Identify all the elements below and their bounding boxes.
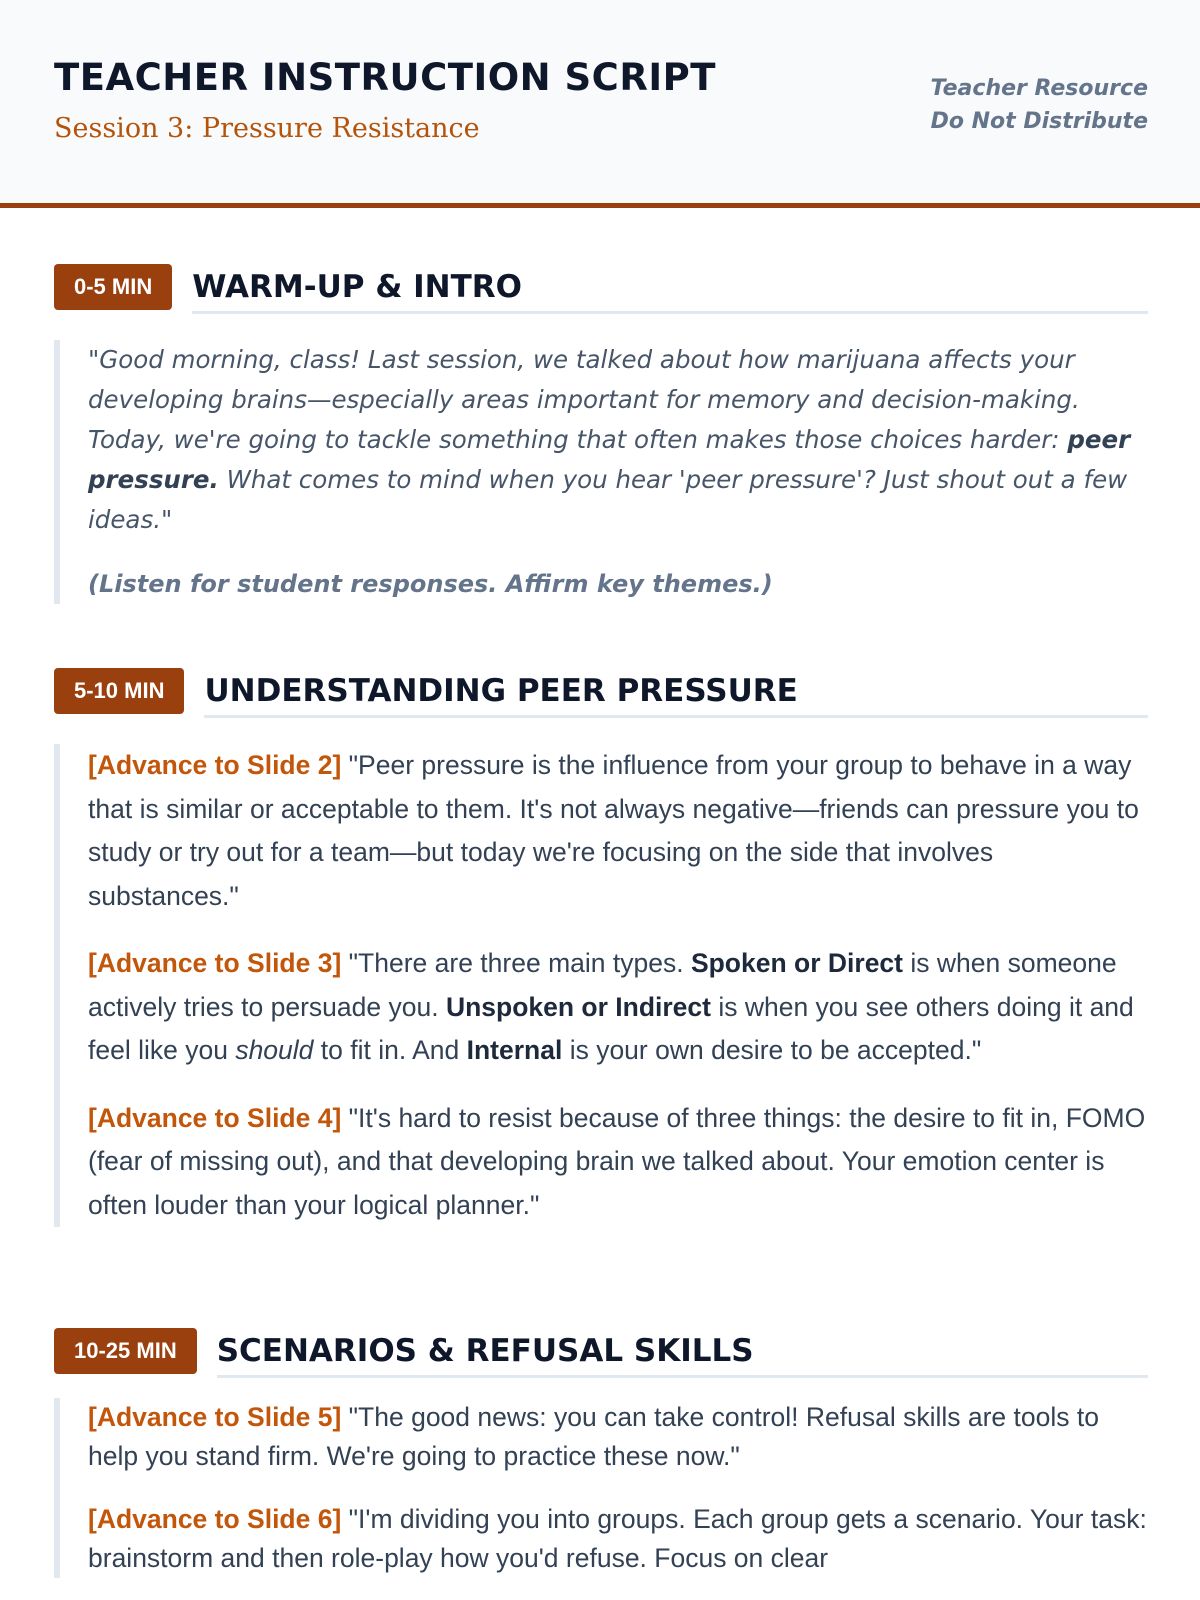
script-block [54,744,1148,1227]
paragraph-text: is when someone actively tries to persuade you. [88,948,1117,1022]
script-paragraph [88,1097,1148,1228]
section-title: SCENARIOS & REFUSAL SKILLS [217,1331,1148,1378]
quote-text: "Good morning, class! Last session, we talked about how marijuana affects your developing brains—especially areas important for memory and decision-making. Today, we're going to tackle something that often makes those choices harder: [88,345,1080,454]
script-paragraph [88,1500,1148,1578]
quote-text: What comes to mind when you hear 'peer pressure'? Just shout out a few ideas." [88,465,1128,534]
paragraph-text: "Peer pressure is the influence from your group to behave in a way that is similar or acceptable to them. It's not always negative—friends can pressure you to study or try out for a team—but today we're focusing on the side that involves substances." [88,750,1139,911]
paragraph-text: is your own desire to be accepted." [562,1035,982,1065]
resource-note-line2: Do Not Distribute [930,109,1148,134]
time-badge: 5-10 MIN [54,668,184,714]
slide-cue: [Advance to Slide 4] [88,1102,342,1133]
quote-emphasis: peer pressure. [88,425,1131,494]
section-header [54,262,1148,312]
emphasis-should: should [235,1035,314,1065]
section-scenarios [54,1326,1148,1578]
slide-cue: [Advance to Slide 5] [88,1402,342,1432]
section-warm-up [54,262,1148,604]
paragraph-text: "The good news: you can take control! Refusal skills are tools to help you stand firm. We're going to practice these now." [88,1402,1099,1471]
script-block [54,1398,1148,1578]
paragraph-text: is when you see others doing it and feel like you [88,991,1134,1065]
page-title: TEACHER INSTRUCTION SCRIPT [54,56,716,99]
section-title: UNDERSTANDING PEER PRESSURE [204,671,1148,718]
resource-note-line1: Teacher Resource [930,76,1148,101]
paragraph-text: "I'm dividing you into groups. Each group gets a scenario. Your task: brainstorm and then role-play how you'd refuse. Focus on clear [88,1504,1147,1573]
script-paragraph [88,744,1148,918]
section-title: WARM-UP & INTRO [192,267,1148,314]
section-understanding [54,666,1148,1227]
script-quote [88,340,1148,540]
paragraph-text: "There are three main types. [341,948,691,978]
session-subtitle: Session 3: Pressure Resistance [54,113,480,144]
paragraph-text: to fit in. And [313,1035,467,1065]
slide-cue: [Advance to Slide 3] [88,948,342,978]
script-block [54,340,1148,604]
script-paragraph [88,942,1148,1073]
time-badge: 0-5 MIN [54,264,172,310]
slide-cue: [Advance to Slide 6] [88,1504,342,1534]
section-header [54,1326,1148,1376]
time-badge: 10-25 MIN [54,1328,197,1374]
term-internal: Internal [466,1035,563,1065]
teacher-note: (Listen for student responses. Affirm key themes.) [88,570,773,598]
page-header [0,0,1200,208]
paragraph-text: "It's hard to resist because of three things: the desire to fit in, FOMO (fear of missing out), and that developing brain we talked about. Your emotion center is often louder than your logical planner." [88,1102,1146,1220]
slide-cue: [Advance to Slide 2] [88,750,342,780]
term-indirect: Unspoken or Indirect [445,991,711,1022]
script-paragraph [88,1398,1148,1476]
term-direct: Spoken or Direct [690,948,903,978]
resource-note [930,72,1148,138]
section-header [54,666,1148,716]
